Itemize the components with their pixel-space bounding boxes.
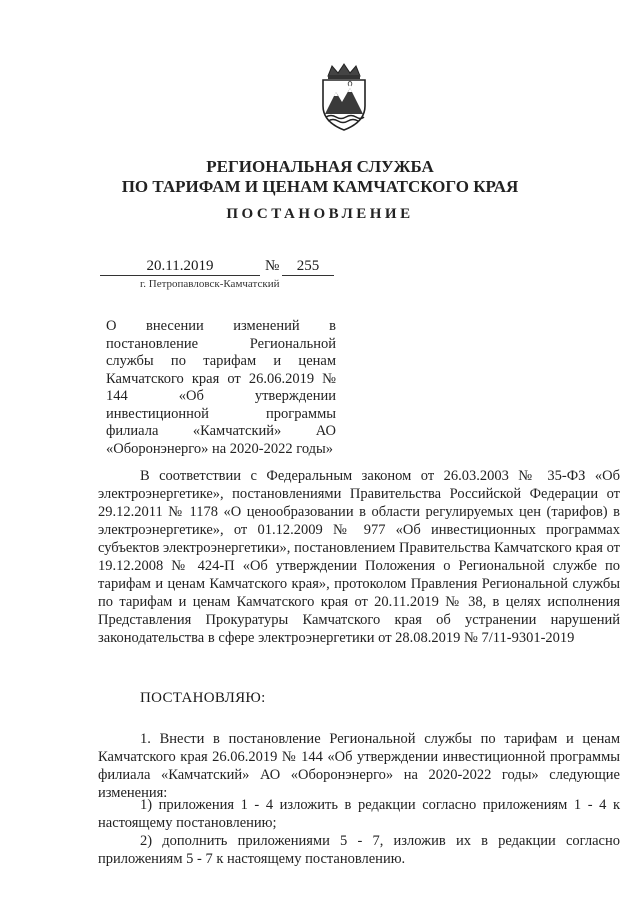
document-number: 255	[282, 258, 334, 276]
organization-name-line1: РЕГИОНАЛЬНАЯ СЛУЖБА	[206, 157, 434, 176]
document-subject: О внесении изменений в постановление Региональной службы по тарифам и ценам Камчатского края от 26.06.2019 № 144 «Об утверждении инвестиционной программы филиала «Камчатский» АО «Оборонэнерго» на 2020-2022 годы»	[106, 318, 336, 457]
item-paragraph-1-2: 2) дополнить приложениями 5 - 7, изложив их в редакции согласно приложениям 5 - 7 к настоящему постановлению.	[98, 833, 620, 867]
preamble-paragraph: В соответствии с Федеральным законом от 26.03.2003 № 35-ФЗ «Об электроэнергетике», постановлениями Правительства Российской Федерации от 29.12.2011 № 1178 «О ценообразовании в области регулируемых цен (тарифов) в электроэнергетике», от 01.12.2009 № 977 «Об инвестиционных программах субъектов электроэнергетики», постановлением Правительства Камчатского края от 19.12.2008 № 424-П «Об утверждении Положения о Региональной службе по тарифам и ценам Камчатского края», протоколом Правления Региональной службы по тарифам и ценам Камчатского края от 20.11.2019 № 38, в целях исполнения Представления Прокуратуры Камчатского края об устранении нарушений законодательства в сфере электроэнергетики от 28.08.2019 № 7/11-9301-2019	[98, 468, 620, 646]
coat-of-arms-emblem	[318, 62, 370, 132]
item-paragraph-1: 1. Внести в постановление Региональной службы по тарифам и ценам Камчатского края 26.06.2019 № 144 «Об утверждении инвестиционной программы филиала «Камчатский» АО «Оборонэнерго» на 2020-2022 годы» следующие изменения:	[98, 731, 620, 801]
city-name: г. Петропавловск-Камчатский	[140, 278, 280, 290]
item-paragraph-1-1: 1) приложения 1 - 4 изложить в редакции согласно приложениям 1 - 4 к настоящему постановлению;	[98, 797, 620, 831]
document-date: 20.11.2019	[100, 258, 260, 276]
document-type-title: ПОСТАНОВЛЕНИЕ	[226, 206, 414, 222]
organization-name-line2: ПО ТАРИФАМ И ЦЕНАМ КАМЧАТСКОГО КРАЯ	[121, 177, 519, 196]
number-sign: №	[265, 258, 280, 274]
decree-word: ПОСТАНОВЛЯЮ:	[140, 690, 266, 706]
